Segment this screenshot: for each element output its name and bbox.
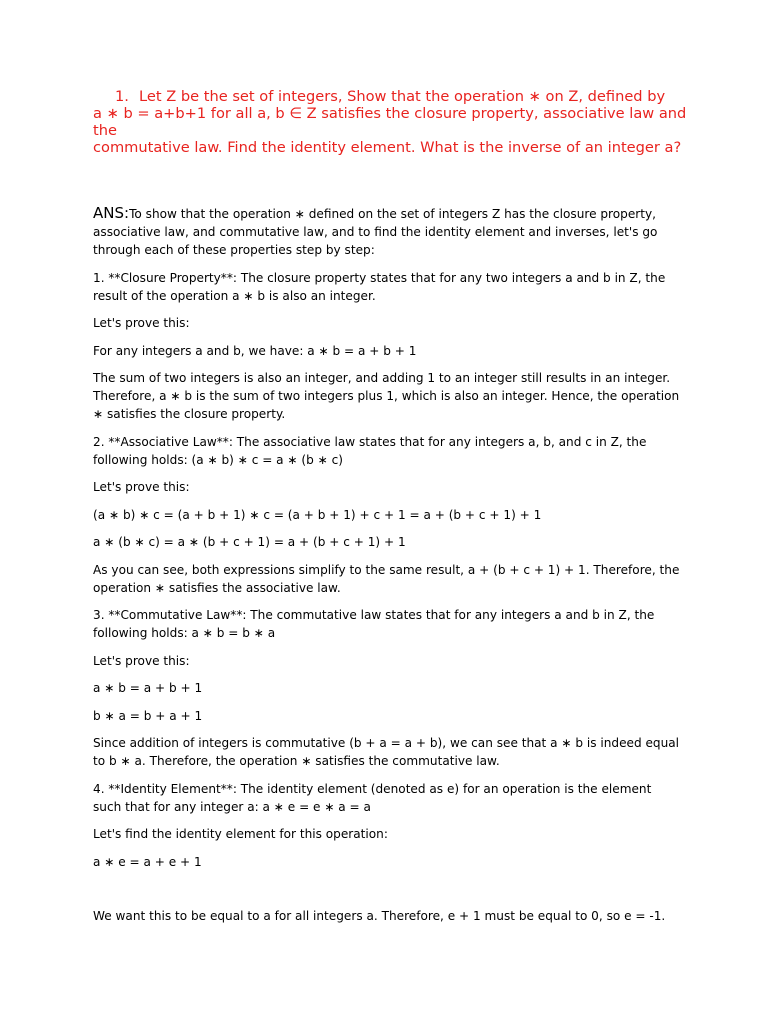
paragraph-commutative-ba: b ∗ a = b + a + 1	[93, 708, 203, 723]
paragraph-closure-conclusion: The sum of two integers is also an integer, and adding 1 to an integer still results in an integer. Therefore, a ∗ b is the sum of two integers plus 1, which is also an integer. Hence, the operation ∗ satisfies the closure property.	[93, 371, 680, 421]
question-line-3: commutative law. Find the identity element. What is the inverse of an integer a?	[93, 139, 682, 156]
paragraph-commutative-conclusion: Since addition of integers is commutative (b + a = a + b), we can see that a ∗ b is indeed equal to b ∗ a. Therefore, the operation ∗ satisfies the commutative law.	[93, 736, 680, 768]
paragraph-identity-definition: 4. **Identity Element**: The identity element (denoted as e) for an operation is the element such that for any integer a: a ∗ e = e ∗ a = a	[93, 781, 652, 814]
paragraph-associative-definition: 2. **Associative Law**: The associative law states that for any integers a, b, and c in Z, the following holds: (a ∗ b) ∗ c = a ∗ (b ∗ c)	[93, 434, 647, 467]
paragraph-identity-conclusion: We want this to be equal to a for all integers a. Therefore, e + 1 must be equal to 0, so e = -1.	[93, 909, 666, 923]
paragraph-closure-prove: Let's prove this:	[93, 316, 190, 330]
blank-line	[93, 880, 683, 907]
paragraph-commutative-prove: Let's prove this:	[93, 653, 190, 668]
paragraph-associative-lhs: (a ∗ b) ∗ c = (a + b + 1) ∗ c = (a + b + 1) + c + 1 = a + (b + c + 1) + 1	[93, 507, 542, 522]
answer-body	[93, 204, 683, 935]
question-first-line	[93, 88, 693, 105]
paragraph-commutative-ab: a ∗ b = a + b + 1	[93, 681, 203, 695]
paragraph-identity-find: Let's find the identity element for this operation:	[93, 827, 388, 841]
paragraph-closure-equation: For any integers a and b, we have: a ∗ b = a + b + 1	[93, 343, 417, 358]
paragraph-closure-definition: 1. **Closure Property**: The closure property states that for any two integers a and b in Z, the result of the operation a ∗ b is also an integer.	[93, 270, 666, 303]
question-line-1: Let Z be the set of integers, Show that the operation ∗ on Z, defined by	[139, 88, 666, 105]
answer-intro: To show that the operation ∗ defined on the set of integers Z has the closure property, associative law, and commutative law, and to find the identity element and inverses, let's go through each of these properties step by step:	[93, 207, 658, 257]
question-block	[93, 88, 693, 156]
answer-label: ANS:	[93, 204, 130, 222]
answer-intro-paragraph	[93, 204, 683, 259]
paragraph-associative-conclusion: As you can see, both expressions simplify to the same result, a + (b + c + 1) + 1. Therefore, the operation ∗ satisfies the associative law.	[93, 562, 680, 595]
paragraph-associative-rhs: a ∗ (b ∗ c) = a ∗ (b + c + 1) = a + (b + c + 1) + 1	[93, 535, 406, 549]
paragraph-identity-equation: a ∗ e = a + e + 1	[93, 854, 202, 869]
paragraph-commutative-definition: 3. **Commutative Law**: The commutative law states that for any integers a and b in Z, the following holds: a ∗ b = b ∗ a	[93, 608, 655, 640]
question-number: 1.	[115, 88, 129, 105]
paragraph-associative-prove: Let's prove this:	[93, 480, 190, 494]
question-line-2: a ∗ b = a+b+1 for all a, b ∈ Z satisfies the closure property, associative law and the	[93, 105, 687, 139]
